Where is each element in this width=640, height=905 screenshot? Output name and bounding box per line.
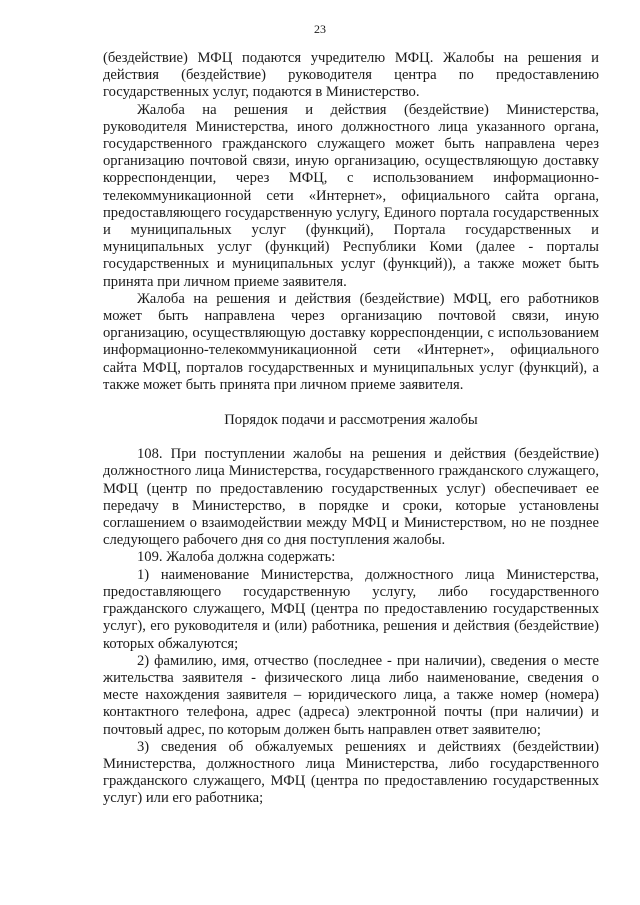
paragraph: (бездействие) МФЦ подаются учредителю МФЦ. Жалобы на решения и действия (бездействие) руководителя центра по предоставлению государственных услуг, подаются в Министерство. [103,50,599,101]
list-item: 1) наименование Министерства, должностного лица Министерства, предоставляющего государственную услугу, либо государственного гражданского служащего, МФЦ (центра по предоставлению государственных услуг), его руководителя и (или) работника, решения и действия (бездействие) которых обжалуются; [103,566,599,652]
paragraph: Жалоба на решения и действия (бездействие) Министерства, руководителя Министерства, иного должностного лица указанного органа, государственного гражданского служащего может быть направлена через организацию почтовой связи, иную организацию, осуществляющую доставку корреспонденции, через МФЦ, с использованием информационно-телекоммуникационной сети «Интернет», официального сайта органа, предоставляющего государственную услугу, Единого портала государственных и муниципальных услуг (функций), Портала государственных и муниципальных услуг (функций) Республики Коми (далее - порталы государственных и муниципальных услуг (функций)), а также может быть принята при личном приеме заявителя. [103,101,599,290]
paragraph: 109. Жалоба должна содержать: [137,549,336,566]
paragraph: 108. При поступлении жалобы на решения и действия (бездействие) должностного лица Министерства, государственного гражданского служащего, МФЦ (центр по предоставлению государственных услуг) обеспечивает ее передачу в Министерство, в порядке и сроки, которые установлены соглашением о взаимодействии между МФЦ и Министерством, но не позднее следующего рабочего дня со дня поступления жалобы. [103,446,599,549]
section-heading: Порядок подачи и рассмотрения жалобы [224,412,478,429]
paragraph: Жалоба на решения и действия (бездействие) МФЦ, его работников может быть направлена через организацию почтовой связи, иную организацию, осуществляющую доставку корреспонденции, с использованием информационно-телекоммуникационной сети «Интернет», официального сайта МФЦ, порталов государственных и муниципальных услуг (функций), а также может быть принята при личном приеме заявителя. [103,290,599,393]
page-number: 23 [314,22,326,36]
list-item: 3) сведения об обжалуемых решениях и действиях (бездействии) Министерства, должностного лица Министерства, либо государственного гражданского служащего, МФЦ (центра по предоставлению государственных услуг) или его работника; [103,738,599,807]
list-item: 2) фамилию, имя, отчество (последнее - при наличии), сведения о месте жительства заявителя - физического лица либо наименование, сведения о месте нахождения заявителя – юридического лица, а также номер (номера) контактного телефона, адрес (адреса) электронной почты (при наличии) и почтовый адрес, по которым должен быть направлен ответ заявителю; [103,652,599,738]
document-body [103,50,599,808]
